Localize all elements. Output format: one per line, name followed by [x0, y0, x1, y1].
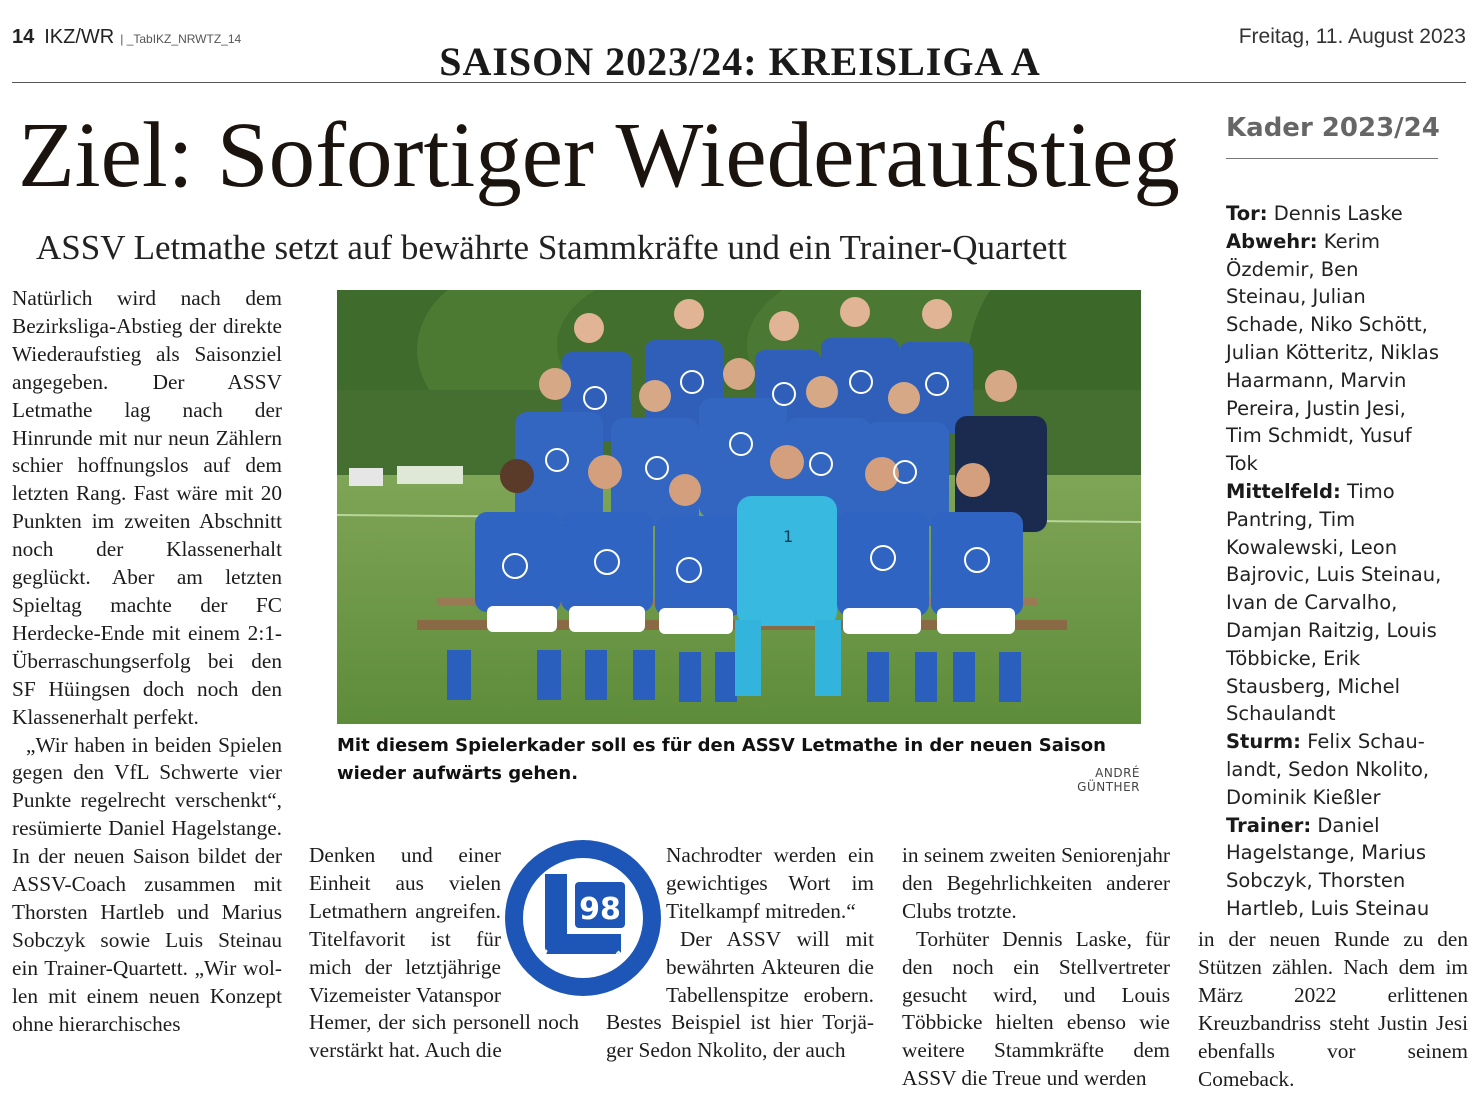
layout-tag: | _TabIKZ_NRWTZ_14	[120, 32, 242, 46]
squad-group-label: Trainer:	[1226, 813, 1312, 837]
photo-caption: Mit diesem Spielerkader soll es für den ASSV Letmathe in der neuen Saison wieder aufwärts gehen.	[337, 735, 1106, 784]
squad-group-defense	[1226, 228, 1442, 478]
paragraph: Torhüter Dennis Laske, für den noch ein Stellvertreter gesucht wird, und Louis Többicke hielten ebenso wie weitere Stammkräfte dem ASSV die Treue und werden	[902, 926, 1170, 1091]
squad-group-label: Mittelfeld:	[1226, 479, 1341, 503]
paragraph: in der neuen Runde zu den Stützen zählen. Nach dem im März 2022 erlittenen Kreuzbandriss steht Justin Jesi ebenfalls vor seinem Comeback.	[1198, 927, 1468, 1091]
sidebar-rule	[1226, 158, 1438, 159]
page-header-left	[12, 26, 241, 49]
subheadline: ASSV Letmathe setzt auf bewährte Stammkräfte und ein Trainer-Quartett	[36, 228, 1067, 267]
squad-group-attack	[1226, 728, 1442, 811]
paragraph: Denken und einer Einheit aus vielen Letmathern angreifen. Titelfavorit ist für mich der letztjährige Vizemeister Vatanspor Hemer, der sich personell noch verstärkt hat. Auch die	[309, 843, 579, 1063]
article-column-1	[12, 285, 282, 1038]
article-column-3	[606, 842, 874, 1065]
squad-group-names: Timo Pantring, Tim Kowalewski, Leon Bajrovic, Luis Steinau, Ivan de Carvalho, Damjan Raitzig, Louis Többicke, Erik Stausberg, Michel Schaulandt	[1226, 479, 1442, 726]
sidebar-title: Kader 2023/24	[1226, 113, 1440, 143]
squad-group-goalkeeper	[1226, 200, 1442, 228]
team-photo	[337, 290, 1141, 724]
article-column-4	[902, 842, 1170, 1093]
section-name: IKZ/WR	[44, 26, 115, 48]
paragraph: Der ASSV will mit bewährten Akteuren die Tabellenspitze erobern. Bestes Beispiel ist hier Torjäger Sedon Nkolito, der auch	[606, 926, 874, 1063]
paragraph: in seinem zweiten Seniorenjahr den Begehrlichkeiten anderer Clubs trotzte.	[902, 843, 1170, 923]
article-column-5	[1198, 926, 1468, 1093]
squad-group-label: Tor:	[1226, 202, 1268, 225]
squad-group-names: Kerim Özdemir, Ben Steinau, Julian Schade, Niko Schött, Julian Kötteritz, Niklas Haarmann, Marvin Pereira, Justin Jesi, Tim Schmidt, Yusuf Tok	[1226, 229, 1440, 476]
paragraph: Nachrodter werden ein gewichtiges Wort im Titelkampf mitreden.“	[666, 843, 874, 923]
squad-group-label: Abwehr:	[1226, 229, 1318, 253]
goalkeeper-number: 1	[783, 527, 794, 546]
squad-group-names: Dennis Laske	[1273, 202, 1403, 225]
squad-list	[1226, 200, 1442, 923]
paragraph: „Wir haben in beiden Spielen gegen den VfL Schwerte vier Punkte regelrecht verschenkt“, resümierte Daniel Hagelstange. In der neuen Saison bildet der ASSV-Coach zusammen mit Thorsten Hartleb und Marius Sobczyk sowie Luis Steinau ein Trainer-Quartett. „Wir wollen mit einem neuen Konzept ohne hierarchisches	[12, 732, 282, 1036]
section-kicker: SAISON 2023/24: KREISLIGA A	[439, 39, 1041, 84]
paragraph: Natürlich wird nach dem Bezirksliga-Abstieg der direkte Wiederaufstieg als Saisonziel angegeben. Der ASSV Letmathe lag nach der Hinrunde mit nur neun Zählern schier hoffnungslos auf dem letzten Rang. Fast wäre mit 20 Punkten im zweiten Abschnitt noch der Klassenerhalt geglückt. Aber am letzten Spieltag machte der FC Herdecke-Ende mit einem 2:1-Überraschungserfolg bei den SF Hüingsen doch noch den Klassenerhalt perfekt.	[12, 286, 282, 729]
squad-group-coaches	[1226, 812, 1442, 923]
logo-number: 98	[579, 892, 621, 927]
logo-ring-text: ASSV Letmathe 1898	[521, 927, 645, 979]
issue-date: Freitag, 11. August 2023	[1238, 25, 1466, 48]
squad-group-midfield	[1226, 478, 1442, 728]
page-number: 14	[12, 26, 35, 48]
header-rule	[12, 82, 1466, 83]
squad-group-label: Sturm:	[1226, 730, 1301, 754]
squad-group-names: Felix Schaulandt, Sedon Nkolito, Dominik Kießler	[1226, 730, 1430, 809]
photo-credit: ANDRÉ GÜNTHER	[1077, 766, 1140, 794]
article-column-2	[309, 842, 579, 1065]
squad-group-names: Daniel Hagelstange, Marius Sobczyk, Thorsten Hartleb, Luis Steinau	[1226, 813, 1430, 920]
headline: Ziel: Sofortiger Wiederaufstieg	[18, 104, 1180, 207]
